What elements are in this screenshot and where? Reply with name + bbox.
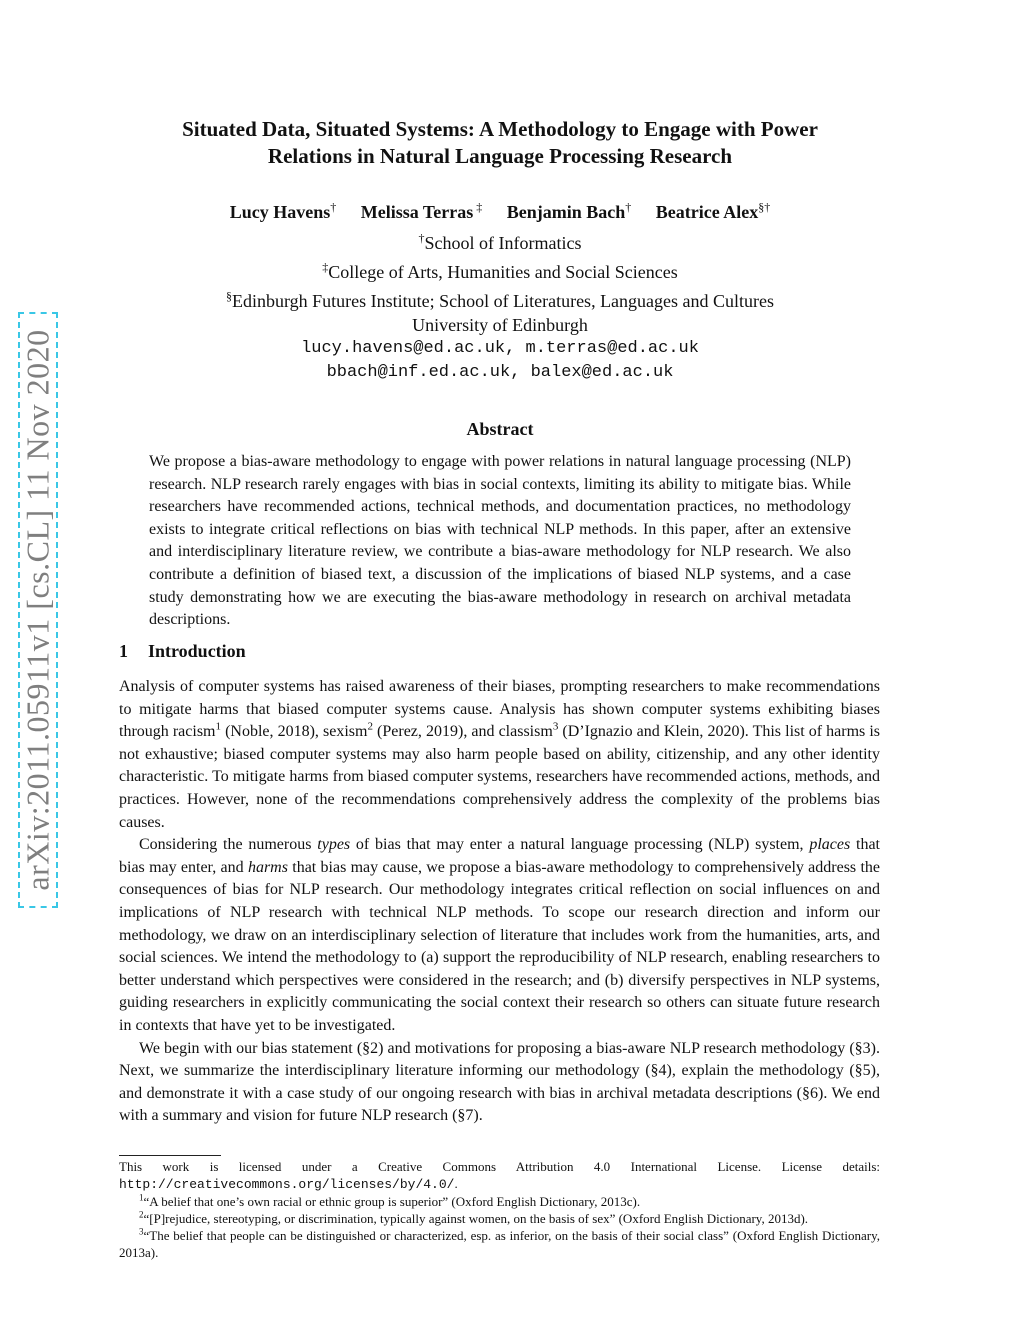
arxiv-identifier: arXiv:2011.05911v1 [cs.CL] 11 Nov 2020 (19, 329, 56, 891)
footnote-ref: 2 (367, 720, 373, 733)
footnote: $^2$“[P]rejudice, stereotyping, or discrimination, typically against women, on the basis of sex” (Oxford English Dictionary, 2013d). (139, 1209, 809, 1226)
affiliations (100, 226, 900, 385)
paragraph: We begin with our bias statement (§2) and motivations for proposing a bias-aware NLP research methodology (§3). Next, we summarize the interdisciplinary literature informing our methodology (§4), explain the methodology (§5), and demonstrate it with a case study of our ongoing research with bias in archival metadata descriptions (§6). We end with a summary and vision for future NLP research (§7). (119, 1039, 880, 1125)
footnote: $^3$“The belief that people can be distinguished or characterized, esp. as inferior, on the basis of their social class” (Oxford English Dictionary, 2013a). (119, 1226, 880, 1260)
affiliation-line: †School of Informatics (418, 231, 582, 253)
author: Lucy Havens† (229, 200, 337, 222)
paragraph: Analysis of computer systems has raised awareness of their biases, prompting researchers to make recommendations to mitigate harms that biased computer systems cause. Analysis has shown computer systems exhibiting biases through racism$^1$ (Noble, 2018), sexism$^2$ (Perez, 2019), and classism$^3$ (D’Ignazio and Klein, 2020). This list of harms is not exhaustive; biased computer systems may also harm people based on ability, citizenship, and any other identity characteristic. To mitigate harms from biased computer systems, researchers have recommended actions, methods, and practices. However, none of the recommendations comprehensively address the complexity of the problems bias causes. (119, 678, 881, 831)
footnotes (119, 1158, 880, 1261)
title-line-2: Relations in Natural Language Processing Research (267, 144, 733, 168)
university: University of Edinburgh (412, 315, 588, 335)
abstract-text: We propose a bias-aware methodology to engage with power relations in natural language processing (NLP) research. NLP research rarely engages with bias in social contexts, limiting its ability to mitigate bias. While researchers have recommended actions, technical methods, and documentation practices, no methodology exists to integrate critical reflections on bias with technical NLP methods. In this paper, after an extensive and interdisciplinary literature review, we contribute a bias-aware methodology for NLP research. We also contribute a definition of biased text, a discussion of the implications of biased NLP systems, and a case study demonstrating how we are executing the bias-aware methodology in research on archival metadata descriptions. (149, 453, 851, 629)
title-line-1: Situated Data, Situated Systems: A Methodology to Engage with Power (182, 117, 818, 141)
abstract-heading: Abstract (466, 419, 534, 439)
footnote: $^1$“A belief that one’s own racial or ethnic group is superior” (Oxford English Dictionary, 2013c). (139, 1192, 641, 1209)
email-line: lucy.havens@ed.ac.uk, m.terras@ed.ac.uk (301, 339, 699, 358)
section-heading (119, 641, 246, 662)
affiliation-line: ‡College of Arts, Humanities and Social Sciences (322, 260, 678, 282)
author: Benjamin Bach† (506, 200, 632, 222)
author-list (100, 196, 900, 223)
footnote-ref: 1 (215, 720, 222, 733)
introduction-body (119, 676, 880, 1128)
paragraph: Considering the numerous types of bias that may enter a natural language processing (NLP) system, places that bias may enter, and harms that bias may cause, we propose a bias-aware methodology to comprehensively address the consequences of bias for NLP research. Our methodology integrates critical reflection on social influences on and implications of NLP research with technical NLP methods. To scope our research direction and inform our methodology, we draw on an interdisciplinary selection of literature that includes work from the humanities, arts, and social sciences. We intend the methodology to (a) support the reproducibility of NLP research, enabling researchers to better understand which perspectives were considered in the research; and (b) diversify perspectives in NLP systems, guiding researchers in explicitly communicating the social context their research so others can situate future research in contexts that have yet to be investigated. (119, 836, 880, 1034)
author: Melissa Terras ‡ (360, 200, 483, 222)
email-line: bbach@inf.ed.ac.uk, balex@ed.ac.uk (326, 363, 674, 382)
license-note: This work is licensed under a Creative Commons Attribution 4.0 International License. License details: http://creativecommons.org/licenses/by/4.0/. (119, 1159, 880, 1192)
footnote-divider (119, 1155, 221, 1156)
section-number: 1 (119, 641, 128, 661)
arxiv-sidebar-stamp (18, 312, 58, 908)
license-link[interactable]: http://creativecommons.org/licenses/by/4.0/ (119, 1177, 455, 1192)
section-title: Introduction (148, 641, 246, 661)
author: Beatrice Alex§† (655, 200, 771, 222)
footnote-ref: 3 (552, 720, 559, 733)
paper-title (100, 116, 900, 170)
affiliation-line: §Edinburgh Futures Institute; School of Literatures, Languages and Cultures (225, 289, 775, 311)
